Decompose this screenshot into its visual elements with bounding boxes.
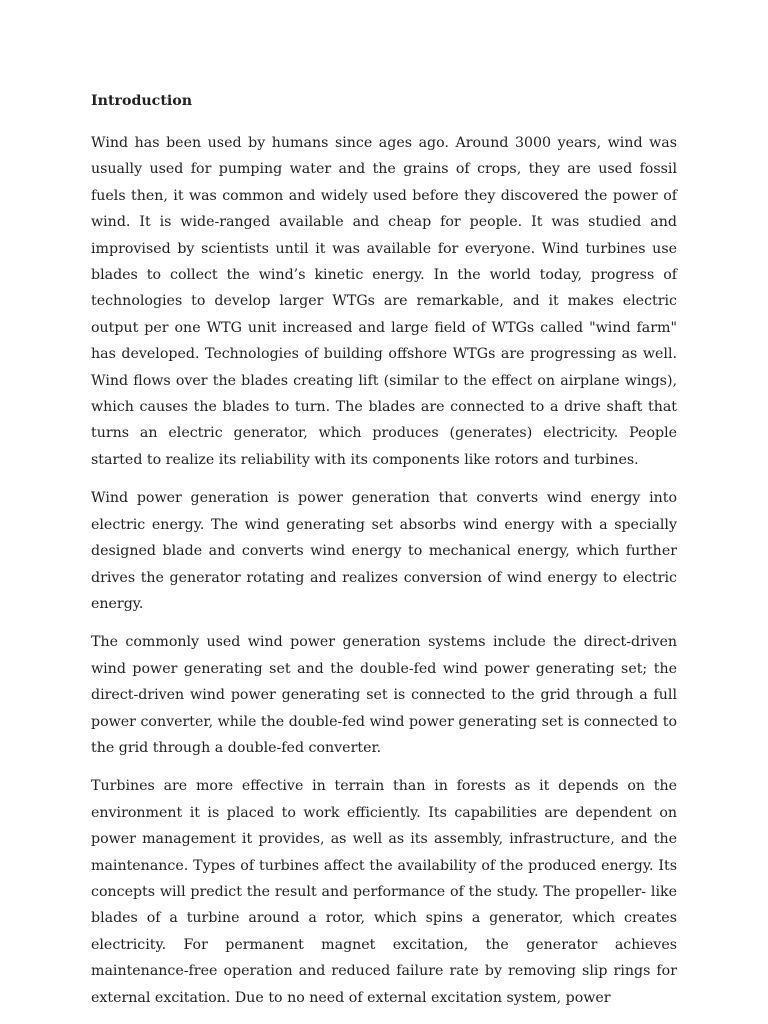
paragraph-2: Wind power generation is power generation that converts wind energy into electric energy. The wind generating set absorbs wind energy with a specially designed blade and converts wind energy to mechanical energy, which further drives the generator rotating and realizes conversion of wind energy to electric energy. <box>91 490 677 612</box>
paragraph-1: Wind has been used by humans since ages ago. Around 3000 years, wind was usually used for pumping water and the grains of crops, they are used fossil fuels then, it was common and widely used before they discovered the power of wind. It is wide-ranged available and cheap for people. It was studied and improvised by scientists until it was available for everyone. Wind turbines use blades to collect the wind’s kinetic energy. In the world today, progress of technologies to develop larger WTGs are remarkable, and it makes electric output per one WTG unit increased and large field of WTGs called "wind farm" has developed. Technologies of building offshore WTGs are progressing as well. Wind flows over the blades creating lift (similar to the effect on airplane wings), which causes the blades to turn. The blades are connected to a drive shaft that turns an electric generator, which produces (generates) electricity. People started to realize its reliability with its components like rotors and turbines. <box>91 135 677 468</box>
section-heading: Introduction <box>91 93 193 109</box>
document-body <box>91 88 677 1023</box>
paragraph-3: The commonly used wind power generation systems include the direct-driven wind power generating set and the double-fed wind power generating set; the direct-driven wind power generating set is connected to the grid through a full power converter, while the double-fed wind power generating set is connected to the grid through a double-fed converter. <box>91 634 677 756</box>
paragraph-4: Turbines are more effective in terrain than in forests as it depends on the environment it is placed to work efficiently. Its capabilities are dependent on power management it provides, as well as its assembly, infrastructure, and the maintenance. Types of turbines affect the availability of the produced energy. Its concepts will predict the result and performance of the study. The propeller- like blades of a turbine around a rotor, which spins a generator, which creates electricity. For permanent magnet excitation, the generator achieves maintenance-free operation and reduced failure rate by removing slip rings for external excitation. Due to no need of external excitation system, power <box>91 778 677 1006</box>
